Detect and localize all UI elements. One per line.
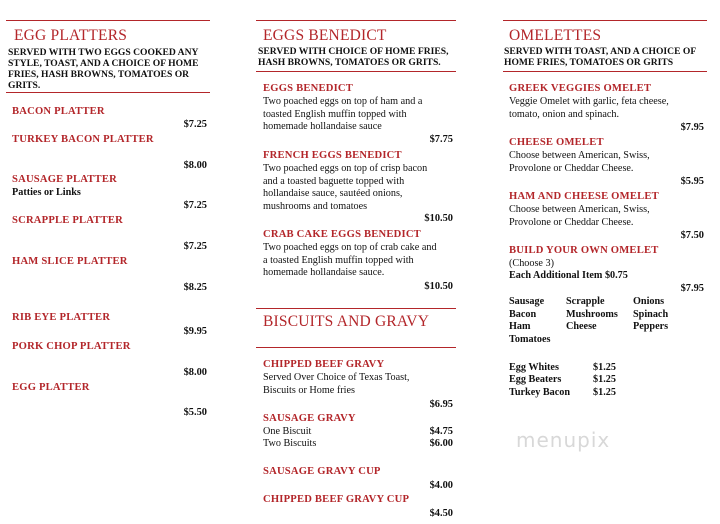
- ingredient: Cheese: [566, 321, 597, 332]
- egg-platters-subtitle: SERVED WITH TWO EGGS COOKED ANY STYLE, TOAST, AND A CHOICE OF HOME FRIES, HASH BROWNS, TOMATOES OR GRITS.: [8, 47, 199, 91]
- menu-item-description: Served Over Choice of Texas Toast, Biscuits or Home fries: [263, 372, 410, 396]
- ingredient: Tomatoes: [509, 334, 551, 345]
- option-price: $4.75: [429, 426, 453, 437]
- menu-item-note: Patties or Links: [12, 187, 81, 198]
- menu-item-price: $10.50: [424, 213, 453, 224]
- menu-item-name: HAM AND CHEESE OMELET: [509, 191, 659, 202]
- menu-item-description: Veggie Omelet with garlic, feta cheese, tomato, onion and spinach.: [509, 96, 669, 120]
- menu-item-price: $7.95: [680, 283, 704, 294]
- menupix-watermark: menupix: [516, 428, 611, 452]
- menu-item-name: HAM SLICE PLATTER: [12, 256, 128, 267]
- egg-option-price: $1.25: [593, 374, 616, 385]
- ingredient: Sausage: [509, 296, 545, 307]
- egg-platters-column: [6, 0, 210, 524]
- ingredient: Ham: [509, 321, 531, 332]
- eggs-benedict-sub-rule: [256, 71, 456, 72]
- omelettes-title: OMELETTES: [509, 27, 602, 44]
- egg-platters-sub-rule: [6, 92, 210, 93]
- egg-option-price: $1.25: [593, 362, 616, 373]
- menu-item-name: FRENCH EGGS BENEDICT: [263, 150, 402, 161]
- eggs-benedict-top-rule: [256, 20, 456, 21]
- menu-item-price: $7.95: [680, 122, 704, 133]
- option-price: $6.00: [429, 438, 453, 449]
- menu-item-description: Two poached eggs on top of crisp bacon and a toasted baguette topped with hollandaise sauce, sautéed onions, mushrooms and tomatoes: [263, 163, 428, 213]
- menu-item-price: $7.25: [183, 241, 207, 252]
- menu-item-price: $6.95: [429, 399, 453, 410]
- option-label: Two Biscuits: [263, 438, 317, 449]
- ingredient: Bacon: [509, 309, 537, 320]
- menu-item-price: $8.25: [183, 282, 207, 293]
- egg-option-price: $1.25: [593, 387, 616, 398]
- menu-item-price: $10.50: [424, 281, 453, 292]
- menu-item-name: EGGS BENEDICT: [263, 83, 354, 94]
- menu-item-name: GREEK VEGGIES OMELET: [509, 83, 652, 94]
- menu-item-price: $7.25: [183, 200, 207, 211]
- ingredient: Onions: [633, 296, 665, 307]
- menu-item-price: $4.00: [429, 480, 453, 491]
- menu-item-name: SAUSAGE GRAVY CUP: [263, 466, 381, 477]
- menu-item-price: $8.00: [183, 160, 207, 171]
- menu-item-price: $7.75: [429, 134, 453, 145]
- egg-platters-top-rule: [6, 20, 210, 21]
- menu-item-name: CHIPPED BEEF GRAVY CUP: [263, 494, 410, 505]
- menu-item-note: (Choose 3): [509, 258, 554, 269]
- eggs-benedict-column: [256, 0, 456, 524]
- menu-item-name: TURKEY BACON PLATTER: [12, 134, 154, 145]
- option-label: One Biscuit: [263, 426, 312, 437]
- biscuits-gravy-title: BISCUITS AND GRAVY: [263, 313, 430, 330]
- menu-item-price: $7.50: [680, 230, 704, 241]
- menu-item-name: CRAB CAKE EGGS BENEDICT: [263, 229, 421, 240]
- egg-platters-title: EGG PLATTERS: [14, 27, 128, 44]
- egg-option-label: Egg Beaters: [509, 374, 562, 385]
- ingredient: Scrapple: [566, 296, 605, 307]
- menu-item-name: BACON PLATTER: [12, 106, 105, 117]
- eggs-benedict-subtitle: SERVED WITH CHOICE OF HOME FRIES, HASH BROWNS, TOMATOES OR GRITS.: [258, 46, 449, 68]
- menu-item-name: SAUSAGE PLATTER: [12, 174, 117, 185]
- menu-item-description: Two poached eggs on top of ham and a toasted English muffin topped with homemade hollandaise sauce: [263, 96, 423, 133]
- omelettes-top-rule: [503, 20, 707, 21]
- menu-item-name: CHIPPED BEEF GRAVY: [263, 359, 385, 370]
- menu-item-name: CHEESE OMELET: [509, 137, 604, 148]
- ingredient: Spinach: [633, 309, 669, 320]
- omelettes-sub-rule: [503, 71, 707, 72]
- biscuits-gravy-sub-rule: [256, 347, 456, 348]
- menu-item-name: BUILD YOUR OWN OMELET: [509, 245, 659, 256]
- menu-item-name: SAUSAGE GRAVY: [263, 413, 356, 424]
- menu-item-description: Choose between American, Swiss, Provolone or Cheddar Cheese.: [509, 204, 650, 228]
- menu-item-price: $7.25: [183, 119, 207, 130]
- omelettes-subtitle: SERVED WITH TOAST, AND A CHOICE OF HOME FRIES, TOMATOES OR GRITS: [504, 46, 696, 68]
- eggs-benedict-title: EGGS BENEDICT: [263, 27, 387, 44]
- menu-item-description: Two poached eggs on top of crab cake and a toasted English muffin topped with homemade hollandaise sauce.: [263, 242, 437, 279]
- menu-item-price: $5.50: [183, 407, 207, 418]
- menu-item-name: EGG PLATTER: [12, 382, 90, 393]
- biscuits-gravy-top-rule: [256, 308, 456, 309]
- menu-item-price: $4.50: [429, 508, 453, 519]
- ingredient: Mushrooms: [566, 309, 618, 320]
- menu-item-name: PORK CHOP PLATTER: [12, 341, 131, 352]
- menu-item-description: Choose between American, Swiss, Provolone or Cheddar Cheese.: [509, 150, 650, 174]
- egg-option-label: Turkey Bacon: [509, 387, 571, 398]
- menu-item-name: SCRAPPLE PLATTER: [12, 215, 124, 226]
- menu-item-price: $5.95: [680, 176, 704, 187]
- menu-item-name: RIB EYE PLATTER: [12, 312, 111, 323]
- menu-item-price: $9.95: [183, 326, 207, 337]
- egg-option-label: Egg Whites: [509, 362, 559, 373]
- menu-item-extra: Each Additional Item $0.75: [509, 270, 628, 281]
- ingredient: Peppers: [633, 321, 669, 332]
- menu-item-price: $8.00: [183, 367, 207, 378]
